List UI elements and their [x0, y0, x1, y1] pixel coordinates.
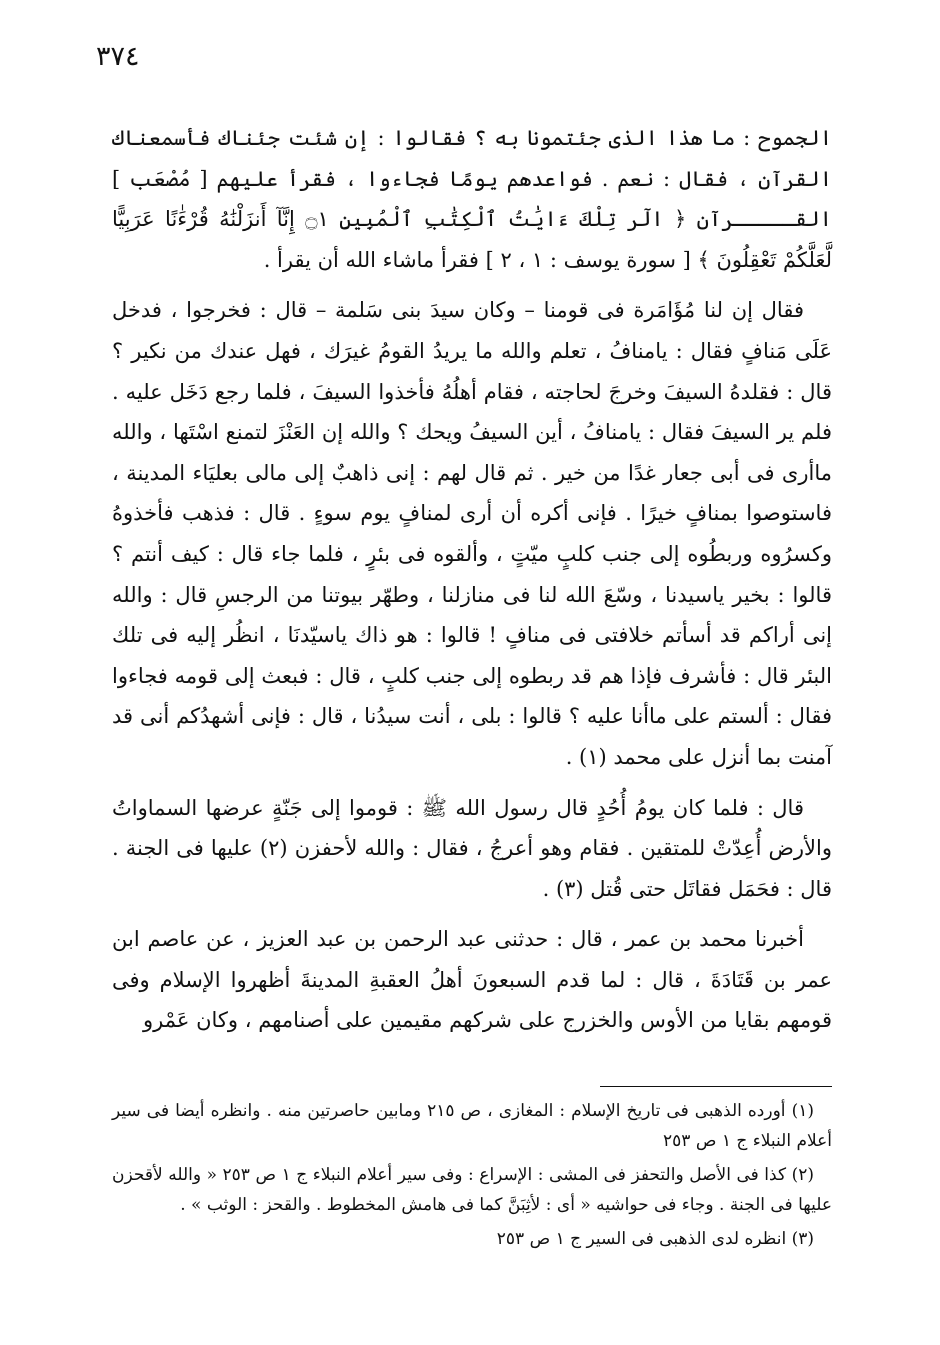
quran-verse: ﴿ الٓر تِلْكَ ءَايَٰتُ ٱلْكِتَٰبِ ٱلْمُبِينِ ۝١ إِنَّآ أَنزَلْنَٰهُ قُرْءَٰنًا عَرَبِيًّا لَّعَلَّكُمْ تَعْقِلُونَ ﴾ — [112, 207, 832, 272]
paragraph — [112, 118, 832, 280]
paragraph-text-after: [ سورة يوسف : ١ ، ٢ ] فقرأ ماشاء الله أن يقرأ . — [263, 247, 698, 272]
paragraph — [112, 788, 832, 910]
footnote: (٣) انظره لدى الذهبى فى السير ج ١ ص ٢٥٣ — [496, 1229, 814, 1249]
paragraph-text: أخبرنا محمد بن عمر ، قال : حدثنى عبد الرحمن بن عبد العزيز ، عن عاصم ابن عمر بن قَتَادَةَ ، قال : لما قدم السبعونَ أهلُ العقبةِ المدينةَ أظهروا الإسلام وفى قومهم بقايا من الأوس والخزرج على شركهم مقيمين على أصنامهم ، وكان عَمْرو — [112, 927, 832, 1033]
paragraph — [112, 290, 832, 777]
paragraph-text: فقال إن لنا مُؤَامَرة فى قومنا – وكان سيدَ بنى سَلمة – قال : فخرجوا ، فدخل عَلَى مَنافٍ فقال : يامنافُ ، تعلم والله ما يريدُ القومُ غيرَك ، فهل عندك من نكير ؟ قال : فقلدهُ السيفَ وخرجَ لحاجته ، فقام أهلُهُ فأخذوا السيفَ ، فلما رجع دَخَل عليه . فلم ير السيفَ فقال : يامنافُ ، أين السيفُ ويحك ؟ والله إن العَنْزَ لتمنع اسْتَها ، والله ماأرى فى أبى جعار غدًا من خير . ثم قال لهم : إنى ذاهبٌ إلى مالى بعليَاء المدينة ، فاستوصوا بمنافٍ خيرًا . فإنى أكره أن أرى لمنافٍ يوم سوءٍ . قال : فذهب فأخذوهُ وكسرُوه وربطُوه إلى جنب كلبٍ ميّتٍ ، وألقوه فى بئرٍ ، فلما جاء قال : كيف أنتم ؟ قالوا : بخير ياسيدنا ، وسّعَ الله لنا فى منازلنا ، وطهّر بيوتنا من الرجسِ قال : والله إنى أراكم قد أسأتم خلافتى فى منافٍ ! قالوا : هو ذاك ياسيّدنَا ، انظُر إليه فى تلك البئر قال : فأشرف فإذا هم قد ربطوه إلى جنب كلبٍ ، قال : فبعث إلى قومه فجاءوا فقال : ألستم على ماأنا عليه ؟ قالوا : بلى ، أنت سيدُنا ، قال : فإنى أشهدُكم أنى قد آمنت بما أنزل على محمد (١) . — [112, 298, 832, 769]
paragraph-text: قال : فلما كان يومُ أُحُدٍ قال رسول الله ﷺ : قوموا إلى جَنّةٍ عرضها السماواتُ والأرض أُعِدّتْ للمتقين . فقام وهو أعرجُ ، فقال : والله لأحفزن (٢) عليها فى الجنة . قال : فحَمَل فقاتَل حتى قُتل (٣) . — [112, 795, 832, 901]
footnote-divider — [600, 1086, 832, 1087]
main-text — [112, 118, 832, 1051]
paragraph — [112, 919, 832, 1041]
footnote: (١) أورده الذهبى فى تاريخ الإسلام : المغازى ، ص ٢١٥ ومابين حاصرتين منه . وانظره أيضا فى سير أعلام النبلاء ج ١ ص ٢٥٣ — [112, 1101, 832, 1151]
footnotes — [112, 1096, 832, 1258]
page-number: ٣٧٤ — [96, 41, 140, 72]
paragraph-text: الجموح : ما هذا الذى جئتمونا به ؟ فقالوا : إن شئت جئناك فأسمعناك القرآن ، فقال : نعم . فواعدهم يومًا فجاءوا ، فقرأ عليهم [ مُصْعَب ] القـــــرآن — [112, 126, 832, 232]
footnote: (٢) كذا فى الأصل والتحفز فى المشى : الإسراع : وفى سير أعلام النبلاء ج ١ ص ٢٥٣ « والله لأقحزن عليها فى الجنة . وجاء فى حواشيه « أى : لأثِبَنَّ كما فى هامش المخطوط . والقحز : الوثب » . — [112, 1165, 832, 1215]
